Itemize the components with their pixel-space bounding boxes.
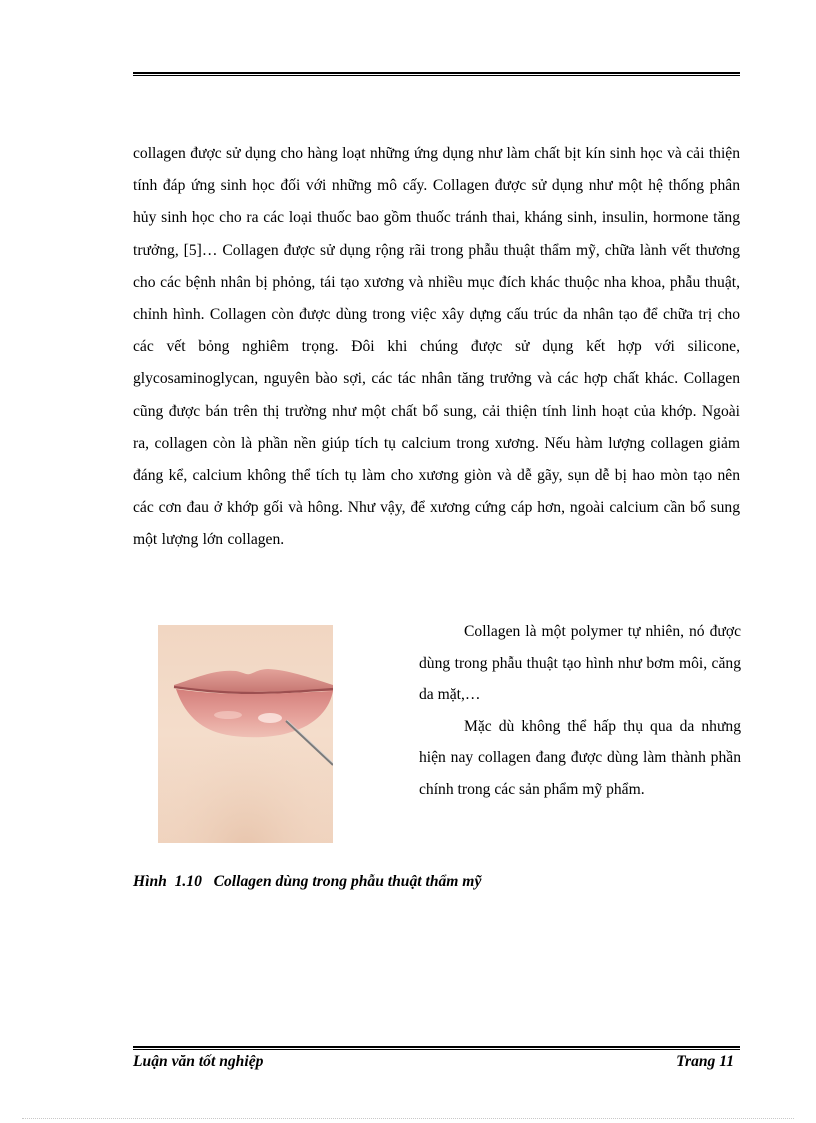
footer-rule [133, 1046, 740, 1050]
lips-photo [158, 625, 333, 843]
header-rule [133, 72, 740, 76]
body-paragraph: collagen được sử dụng cho hàng loạt những ứng dụng như làm chất bịt kín sinh học và cải thiện tính đáp ứng sinh học đối với những mô cấy. Collagen được sử dụng như một hệ thống phân hủy sinh học cho ra các loại thuốc bao gồm thuốc tránh thai, kháng sinh, insulin, hormone tăng trưởng, [5]… Collagen được sử dụng rộng rãi trong phẫu thuật thẩm mỹ, chữa lành vết thương cho các bệnh nhân bị phỏng, tái tạo xương và nhiều mục đích khác thuộc nha khoa, phẫu thuật, chỉnh hình. Collagen còn được dùng trong việc xây dựng cấu trúc da nhân tạo để chữa trị cho các vết bỏng nghiêm trọng. Đôi khi chúng được sử dụng kết hợp với silicone, glycosaminoglycan, nguyên bào sợi, các tác nhân tăng trưởng và các hợp chất khác. Collagen cũng được bán trên thị trường như một chất bổ sung, cải thiện tính linh hoạt của khớp. Ngoài ra, collagen còn là phần nền giúp tích tụ calcium trong xương. Nếu hàm lượng collagen giảm đáng kể, calcium không thể tích tụ làm cho xương giòn và dễ gãy, sụn dễ bị hao mòn tạo nên các cơn đau ở khớp gối và hông. Như vậy, để xương cứng cáp hơn, ngoài calcium cần bổ sung một lượng lớn collagen. [133, 145, 740, 549]
lip-gloss-highlight [258, 713, 282, 723]
figure-caption: Hình 1.10 Collagen dùng trong phẫu thuật thẩm mỹ [133, 873, 482, 890]
footer-title: Luận văn tốt nghiệp [133, 1053, 264, 1070]
page-number: Trang 11 [676, 1053, 734, 1070]
lips-illustration [158, 625, 333, 843]
page-edge [22, 1118, 794, 1119]
side-paragraph-1: Collagen là một polymer tự nhiên, nó được dùng trong phẫu thuật tạo hình như bơm môi, căng da mặt,… [419, 623, 741, 703]
lip-gloss-highlight [214, 711, 242, 719]
figure-side-text [419, 616, 741, 805]
side-paragraph-2: Mặc dù không thể hấp thụ qua da nhưng hiện nay collagen đang được dùng làm thành phần chính trong các sản phẩm mỹ phẩm. [419, 717, 741, 798]
